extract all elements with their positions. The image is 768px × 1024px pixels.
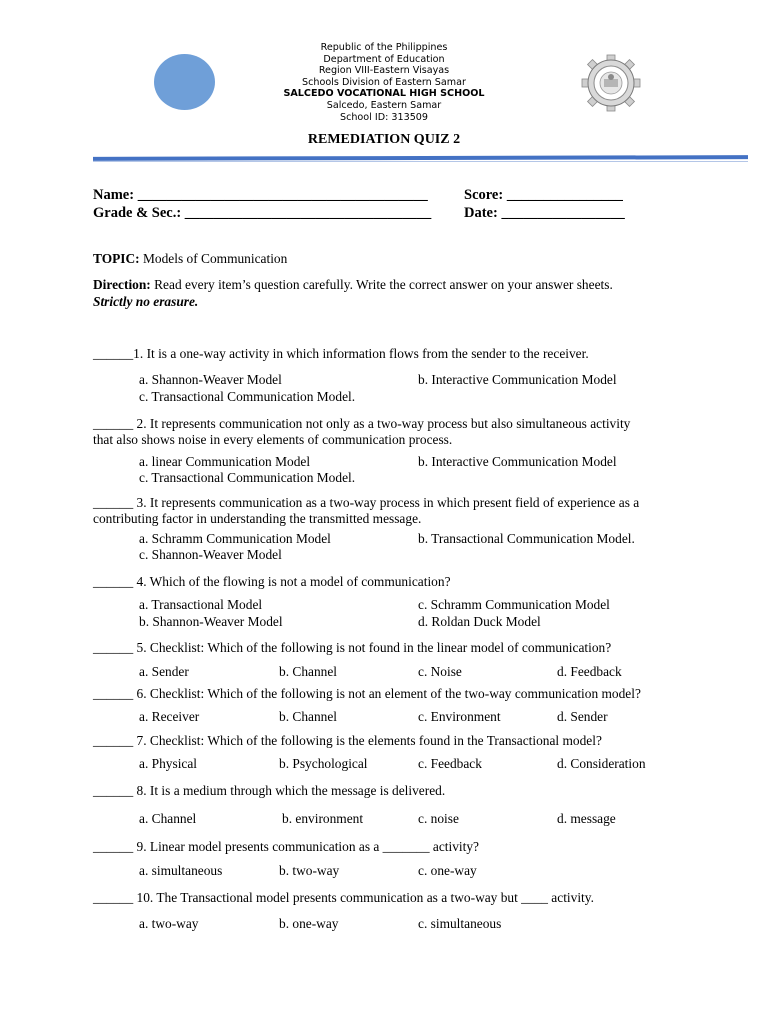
- option: a. linear Communication Model: [139, 454, 311, 469]
- topic-line: [93, 251, 287, 267]
- date-field[interactable]: Date: _________________: [464, 205, 625, 221]
- header-line: Region VIII-Eastern Visayas: [318, 65, 450, 77]
- school-address: Salcedo, Eastern Samar: [326, 99, 442, 111]
- quiz-title: REMEDIATION QUIZ 2: [307, 132, 461, 147]
- option: b. one-way: [279, 916, 339, 931]
- grade-section-field[interactable]: Grade & Sec.: __________________________________: [93, 205, 432, 221]
- option: b. environment: [282, 811, 364, 826]
- option: b. Psychological: [279, 756, 368, 771]
- question-3-cont: contributing factor in understanding the transmitted message.: [93, 511, 422, 526]
- question-4: ______ 4. Which of the flowing is not a model of communication?: [93, 574, 451, 589]
- topic-label: TOPIC:: [93, 251, 140, 266]
- header-line: Republic of the Philippines: [320, 42, 448, 53]
- option: c. Feedback: [418, 756, 482, 771]
- school-header: [234, 42, 534, 123]
- header-divider: [93, 155, 748, 161]
- header-divider-shadow: [93, 161, 748, 162]
- option: c. Transactional Communication Model.: [139, 470, 356, 485]
- option: c. noise: [418, 811, 459, 826]
- option: a. Channel: [139, 811, 197, 826]
- deped-logo: [154, 54, 215, 110]
- question-7: ______ 7. Checklist: Which of the following is the elements found in the Transactional model?: [93, 733, 602, 748]
- option: a. Schramm Communication Model: [139, 531, 331, 546]
- option: b. Channel: [279, 664, 338, 679]
- option: c. Schramm Communication Model: [418, 597, 610, 612]
- topic-value: Models of Communication: [143, 251, 288, 266]
- option: b. two-way: [279, 863, 340, 878]
- option: b. Transactional Communication Model.: [418, 531, 635, 546]
- option: a. Transactional Model: [139, 597, 263, 612]
- option: b. Channel: [279, 709, 338, 724]
- option: d. message: [557, 811, 616, 826]
- question-10: ______ 10. The Transactional model presents communication as a two-way but ____ activity.: [93, 890, 594, 905]
- option: c. Shannon-Weaver Model: [139, 547, 282, 562]
- option: b. Interactive Communication Model: [418, 454, 617, 469]
- name-field[interactable]: Name: ________________________________________: [93, 187, 428, 203]
- option: c. Environment: [418, 709, 501, 724]
- option: d. Consideration: [557, 756, 646, 771]
- direction-label: Direction:: [93, 277, 151, 292]
- school-id: School ID: 313509: [339, 111, 429, 123]
- question-5: ______ 5. Checklist: Which of the following is not found in the linear model of communication?: [93, 640, 612, 655]
- option: d. Feedback: [557, 664, 622, 679]
- option: c. simultaneous: [418, 916, 502, 931]
- option: a. two-way: [139, 916, 199, 931]
- question-1: ______1. It is a one-way activity in which information flows from the sender to the receiver.: [93, 346, 589, 361]
- header-line: Department of Education: [323, 53, 445, 65]
- option: b. Interactive Communication Model: [418, 372, 617, 387]
- score-field[interactable]: Score: ________________: [464, 187, 623, 203]
- option: d. Sender: [557, 709, 608, 724]
- option: c. Noise: [418, 664, 462, 679]
- school-name: SALCEDO VOCATIONAL HIGH SCHOOL: [283, 88, 485, 100]
- option: c. Transactional Communication Model.: [139, 389, 356, 404]
- question-2: ______ 2. It represents communication not only as a two-way process but also simultaneous activity: [93, 416, 631, 431]
- option: a. Receiver: [139, 709, 200, 724]
- option: a. Shannon-Weaver Model: [139, 372, 282, 387]
- question-9: ______ 9. Linear model presents communication as a _______ activity?: [93, 839, 480, 854]
- option: c. one-way: [418, 863, 477, 878]
- option: a. Sender: [139, 664, 189, 679]
- option: d. Roldan Duck Model: [418, 614, 541, 629]
- option: b. Shannon-Weaver Model: [139, 614, 283, 629]
- question-2-cont: that also shows noise in every elements of communication process.: [93, 432, 453, 447]
- option: a. Physical: [139, 756, 198, 771]
- direction-line: [93, 277, 613, 293]
- question-6: ______ 6. Checklist: Which of the following is not an element of the two-way communication model?: [93, 686, 641, 701]
- header-line: Schools Division of Eastern Samar: [302, 76, 466, 88]
- direction-text: Read every item’s question carefully. Write the correct answer on your answer sheets.: [154, 277, 613, 292]
- school-seal-icon: [580, 54, 642, 112]
- direction-emphasis: Strictly no erasure.: [93, 294, 199, 309]
- question-8: ______ 8. It is a medium through which the message is delivered.: [93, 783, 446, 798]
- option: a. simultaneous: [139, 863, 223, 878]
- question-3: ______ 3. It represents communication as a two-way process in which present field of experience as a: [93, 495, 640, 510]
